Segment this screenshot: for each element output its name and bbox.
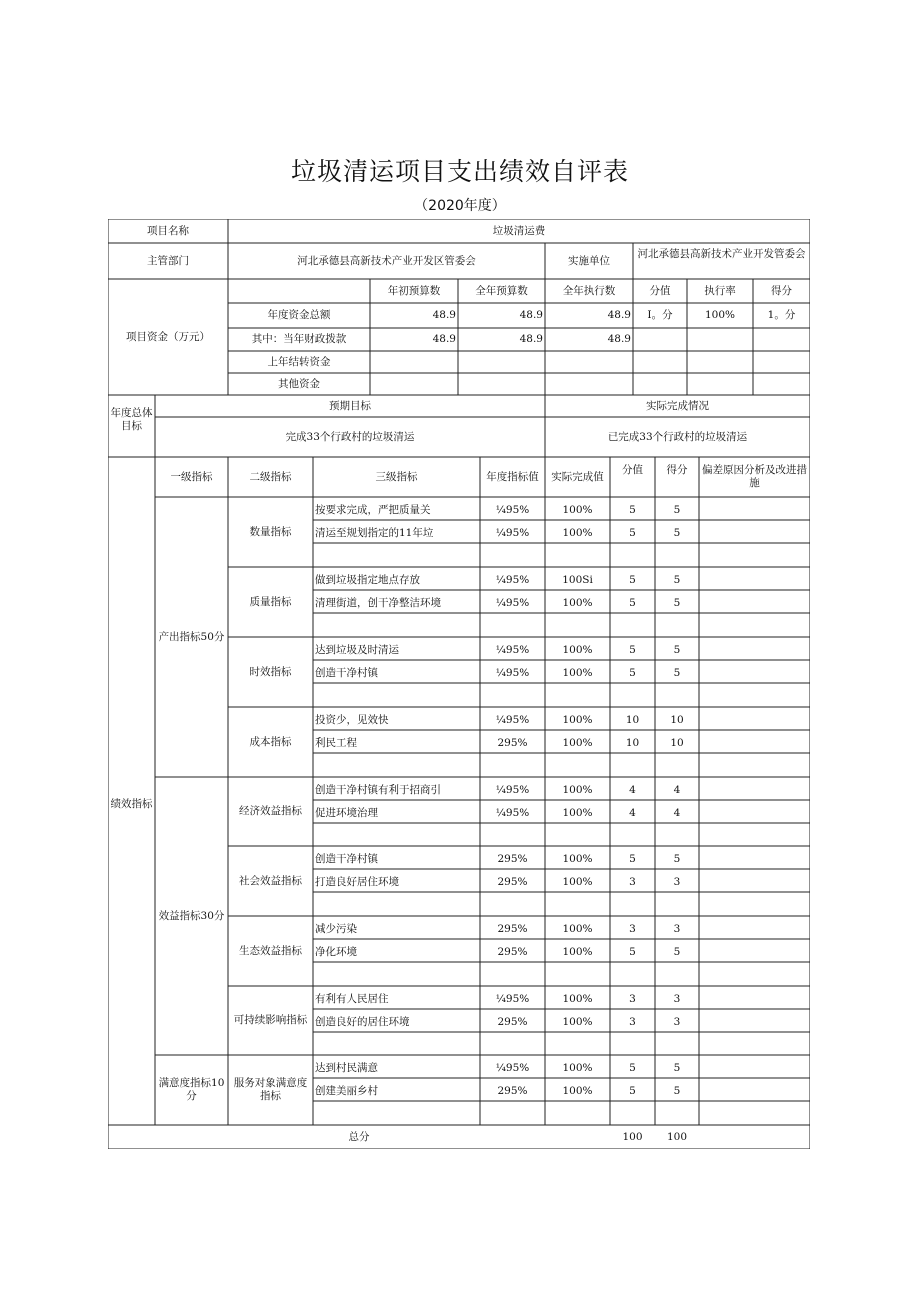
indicator-actual: 100% <box>562 527 593 539</box>
indicator-score: 10 <box>670 714 684 726</box>
indicator-score: 5 <box>673 853 681 865</box>
indicator-score: 5 <box>673 504 681 516</box>
indicator-actual: 100Si <box>562 574 593 586</box>
group-label: 产出指标50分 <box>158 630 225 643</box>
indicator-name: 利民工程 <box>315 737 357 749</box>
funds-header: 得分 <box>771 284 792 297</box>
indicator-score: 5 <box>673 574 681 586</box>
funds-value: 48.9 <box>519 309 543 321</box>
indicator-value: 10 <box>625 714 640 726</box>
indicator-name: 做到垃圾指定地点存放 <box>315 574 420 586</box>
indicator-actual: 100% <box>562 1016 593 1028</box>
funds-row-label: 其中：当年财政拨款 <box>251 333 347 345</box>
indicator-actual: 100% <box>562 807 593 819</box>
indicators-section-label: 绩效指标 <box>110 798 153 810</box>
indicator-header-score: 得分 <box>666 464 688 476</box>
project-name-label: 项目名称 <box>147 224 189 237</box>
indicator-target: ¼95% <box>495 667 530 679</box>
indicator-target: 295% <box>497 923 528 935</box>
funds-header: 分值 <box>649 284 671 297</box>
goals-actual-text: 已完成33个行政村的垃圾清运 <box>607 430 748 443</box>
subgroup-label: 生态效益指标 <box>239 944 302 957</box>
indicator-value: 3 <box>629 1016 636 1028</box>
indicator-target: 295% <box>497 1016 528 1028</box>
indicator-name: 创造干净村镇 <box>315 667 378 679</box>
evaluation-table <box>108 219 810 1149</box>
goals-expected-header: 预期目标 <box>329 399 371 412</box>
indicator-actual: 100% <box>562 504 593 516</box>
indicator-value: 5 <box>629 504 636 516</box>
indicator-score: 3 <box>673 923 681 935</box>
page-title: 垃圾清运项目支出绩效自评表 <box>290 157 629 186</box>
indicator-header-level3: 三级指标 <box>375 470 418 483</box>
subgroup-label: 社会效益指标 <box>239 874 302 887</box>
goals-actual-header: 实际完成情况 <box>646 399 709 412</box>
indicator-actual: 100% <box>562 1062 593 1074</box>
indicator-name: 清运至规划指定的11年垃 <box>315 527 434 539</box>
indicator-actual: 100% <box>562 993 593 1005</box>
indicator-value: 5 <box>629 853 636 865</box>
indicator-value: 10 <box>625 737 640 749</box>
total-score: 100 <box>666 1130 688 1143</box>
indicator-actual: 100% <box>562 784 593 796</box>
indicator-target: 295% <box>497 737 528 749</box>
indicator-value: 5 <box>629 574 636 586</box>
funds-row-label: 其他资金 <box>278 377 320 390</box>
indicator-score: 4 <box>673 807 681 819</box>
total-value: 100 <box>622 1130 643 1143</box>
indicator-value: 4 <box>629 807 636 819</box>
indicator-name: 有利有人民居住 <box>315 993 389 1005</box>
indicator-actual: 100% <box>562 946 593 958</box>
indicator-name: 净化环境 <box>315 946 357 958</box>
indicator-target: ¼95% <box>495 993 530 1005</box>
unit-label: 实施单位 <box>568 254 610 267</box>
page-subtitle: （2020年度） <box>414 198 506 214</box>
indicator-score: 5 <box>673 597 681 609</box>
indicator-target: 295% <box>497 1085 528 1097</box>
funds-value: 48.9 <box>432 309 456 321</box>
indicator-target: ¼95% <box>495 784 530 796</box>
indicator-value: 5 <box>629 597 636 609</box>
subgroup-label: 经济效益指标 <box>239 805 302 817</box>
indicator-target: ¼95% <box>495 807 530 819</box>
group-label: 效益指标30分 <box>158 909 225 922</box>
indicator-actual: 100% <box>562 1085 593 1097</box>
indicator-score: 5 <box>673 667 681 679</box>
indicator-value: 5 <box>629 1085 636 1097</box>
indicator-actual: 100% <box>562 644 593 656</box>
subgroup-label: 时效指标 <box>249 665 292 678</box>
funds-value: I。分 <box>647 309 673 321</box>
indicator-name: 达到垃圾及时清运 <box>315 644 399 656</box>
indicator-target: ¼95% <box>495 504 530 516</box>
indicator-name: 创造良好的居住环境 <box>315 1016 410 1028</box>
indicator-score: 5 <box>673 527 681 539</box>
indicator-target: 295% <box>497 853 528 865</box>
funds-row-label: 上年结转资金 <box>267 355 331 368</box>
indicator-header-target: 年度指标值 <box>486 470 539 483</box>
goals-expected-text: 完成33个行政村的垃圾清运 <box>285 430 415 443</box>
dept-value: 河北承德县高新技术产业开发区管委会 <box>297 254 476 267</box>
funds-section-label: 项目资金（万元） <box>126 330 210 343</box>
indicator-actual: 100% <box>562 853 593 865</box>
indicator-name: 促进环境治理 <box>315 807 378 819</box>
indicator-target: ¼95% <box>495 1062 530 1074</box>
dept-label: 主管部门 <box>147 254 189 267</box>
group-label: 满意度指标10分 <box>158 1077 225 1102</box>
indicator-value: 5 <box>629 1062 636 1074</box>
indicator-target: ¼95% <box>495 527 530 539</box>
table-gridlines <box>108 219 810 1149</box>
indicator-score: 5 <box>673 1085 681 1097</box>
indicator-name: 创造干净村镇 <box>315 853 378 865</box>
indicator-score: 10 <box>670 737 684 749</box>
indicator-value: 5 <box>629 527 636 539</box>
funds-value: 48.9 <box>519 333 543 345</box>
funds-value: 48.9 <box>432 333 456 345</box>
subgroup-label: 服务对象满意度指标 <box>233 1077 308 1102</box>
indicator-target: ¼95% <box>495 644 530 656</box>
funds-value: 48.9 <box>607 333 631 345</box>
indicator-header-level1: 一级指标 <box>170 470 213 483</box>
indicator-name: 创造干净村镇有利于招商引 <box>315 784 441 796</box>
indicator-score: 5 <box>673 1062 681 1074</box>
funds-value: 100% <box>704 309 736 321</box>
indicator-name: 创建美丽乡村 <box>315 1085 378 1097</box>
subgroup-label: 数量指标 <box>249 525 292 538</box>
project-name-value: 垃圾清运费 <box>492 224 546 237</box>
indicator-name: 按要求完成，严把质量关 <box>315 504 431 516</box>
indicator-name: 打造良好居住环境 <box>315 876 399 888</box>
indicator-actual: 100% <box>562 876 593 888</box>
goals-section-label: 年度总体目标 <box>110 406 153 432</box>
indicator-actual: 100% <box>562 597 593 609</box>
indicator-header-score_value: 分值 <box>622 464 643 476</box>
subgroup-label: 质量指标 <box>249 595 292 608</box>
indicator-name: 达到村民满意 <box>315 1062 378 1074</box>
indicator-actual: 100% <box>562 667 593 679</box>
indicator-header-reason: 偏差原因分析及改进措施 <box>702 464 807 489</box>
indicator-value: 5 <box>629 667 636 679</box>
indicator-target: ¼95% <box>495 714 530 726</box>
indicator-header-level2: 二级指标 <box>249 470 292 483</box>
indicator-value: 5 <box>629 946 636 958</box>
indicator-header-actual: 实际完成值 <box>551 470 604 483</box>
unit-value: 河北承德县高新技术产业开发管委会 <box>637 248 806 260</box>
funds-value: 48.9 <box>607 309 631 321</box>
funds-header: 执行率 <box>704 284 736 297</box>
funds-header: 全年执行数 <box>562 284 616 297</box>
indicator-target: ¼95% <box>495 597 530 609</box>
funds-row-label: 年度资金总额 <box>267 309 331 321</box>
indicator-score: 3 <box>673 876 681 888</box>
subgroup-label: 可持续影响指标 <box>233 1014 308 1026</box>
indicator-actual: 100% <box>562 923 593 935</box>
subgroup-label: 成本指标 <box>249 735 292 748</box>
funds-header: 年初预算数 <box>387 284 441 297</box>
indicator-score: 4 <box>673 784 681 796</box>
indicator-value: 5 <box>629 644 636 656</box>
total-label: 总分 <box>348 1130 370 1143</box>
indicator-target: 295% <box>497 946 528 958</box>
indicator-target: ¼95% <box>495 574 530 586</box>
indicator-target: 295% <box>497 876 528 888</box>
indicator-name: 清理街道，创干净整洁环境 <box>315 597 441 609</box>
indicator-score: 3 <box>673 993 681 1005</box>
indicator-actual: 100% <box>562 714 593 726</box>
indicator-value: 3 <box>629 923 636 935</box>
indicator-value: 4 <box>629 784 636 796</box>
indicator-score: 5 <box>673 946 681 958</box>
indicator-value: 3 <box>629 876 636 888</box>
funds-value: 1。分 <box>767 309 796 321</box>
funds-header: 全年预算数 <box>475 284 528 297</box>
indicator-score: 3 <box>673 1016 681 1028</box>
indicator-value: 3 <box>629 993 636 1005</box>
indicator-name: 投资少，见效快 <box>315 714 389 726</box>
indicator-name: 减少污染 <box>315 923 357 935</box>
indicator-actual: 100% <box>562 737 593 749</box>
indicator-score: 5 <box>673 644 681 656</box>
